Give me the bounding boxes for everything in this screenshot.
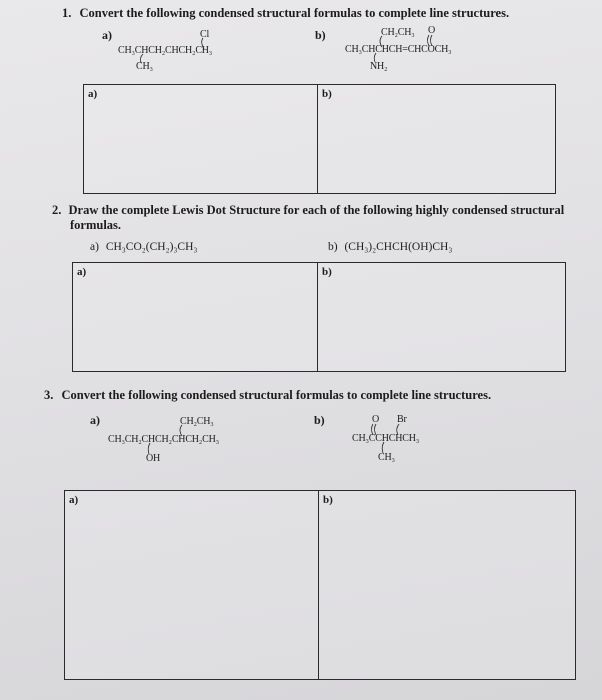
q1-a-below: CH₃ (136, 61, 153, 72)
q2-a (90, 241, 197, 253)
q3-answer-a[interactable] (65, 491, 319, 679)
q1-text: Convert the following condensed structural formulas to complete line structures. (79, 6, 510, 20)
q2-b-label: b) (328, 241, 338, 253)
q3-a-below: OH (146, 453, 161, 464)
q1-b-above-o: O (428, 25, 436, 36)
q3-b-label: b) (314, 413, 325, 427)
q1-answer-a[interactable] (84, 85, 318, 193)
q2-b-formula: (CH₃)₂CHCH(OH)CH₃ (344, 241, 453, 253)
q3-a-label: a) (90, 413, 100, 427)
q1-b-formula: CH₃CHCHCH=CHCOCH₃ (345, 44, 452, 55)
q3-b-above-br: Br (397, 414, 407, 425)
q1-box-a-label: a) (88, 88, 98, 100)
q3-b-below: CH₃ (378, 452, 395, 463)
q3-b-above-o: O (372, 414, 380, 425)
q2-answer-box (72, 262, 566, 372)
q1-b-above: CH₂CH₃ (381, 27, 415, 38)
q1-b-label: b) (315, 28, 326, 42)
q1-number: 1. (62, 6, 72, 20)
q1-answer-box (83, 84, 556, 194)
q2-box-a-label: a) (77, 266, 87, 278)
q3-box-b-label: b) (323, 494, 333, 506)
q1-heading (62, 6, 509, 20)
q1-answer-b[interactable] (318, 85, 555, 193)
q1-box-b-label: b) (322, 88, 332, 100)
q3-box-a-label: a) (69, 494, 79, 506)
q2-text-line2: formulas. (70, 218, 122, 232)
q3-text: Convert the following condensed structural formulas to complete line structures. (61, 388, 492, 402)
q3-heading (44, 388, 491, 402)
q3-a-above: CH₂CH₃ (180, 416, 214, 427)
q3-answer-b[interactable] (319, 491, 575, 679)
q2-answer-b[interactable] (318, 263, 565, 371)
q2-number: 2. (52, 203, 62, 217)
q3-number: 3. (44, 388, 54, 402)
q1-a-formula: CH₃CHCH₂CHCH₂CH₃ (118, 45, 213, 56)
q2-box-b-label: b) (322, 266, 332, 278)
q3-a-formula: CH₃CH₂CHCH₂CHCH₂CH₃ (108, 434, 219, 445)
q2-b (328, 241, 452, 253)
q1-b-below: NH₂ (370, 61, 388, 72)
q1-a-substituent: Cl (200, 29, 210, 40)
q2-a-label: a) (90, 241, 99, 253)
q2-text-line1: Draw the complete Lewis Dot Structure for each of the following highly condensed structural (68, 203, 565, 217)
q3-b-formula: CH₃CCHCHCH₃ (352, 433, 420, 444)
q2-answer-a[interactable] (73, 263, 318, 371)
q3-answer-box (64, 490, 576, 680)
q2-a-formula: CH₃CO₂(CH₂)₃CH₃ (105, 241, 198, 253)
q2-heading (52, 203, 564, 217)
q1-a-label: a) (102, 28, 112, 42)
